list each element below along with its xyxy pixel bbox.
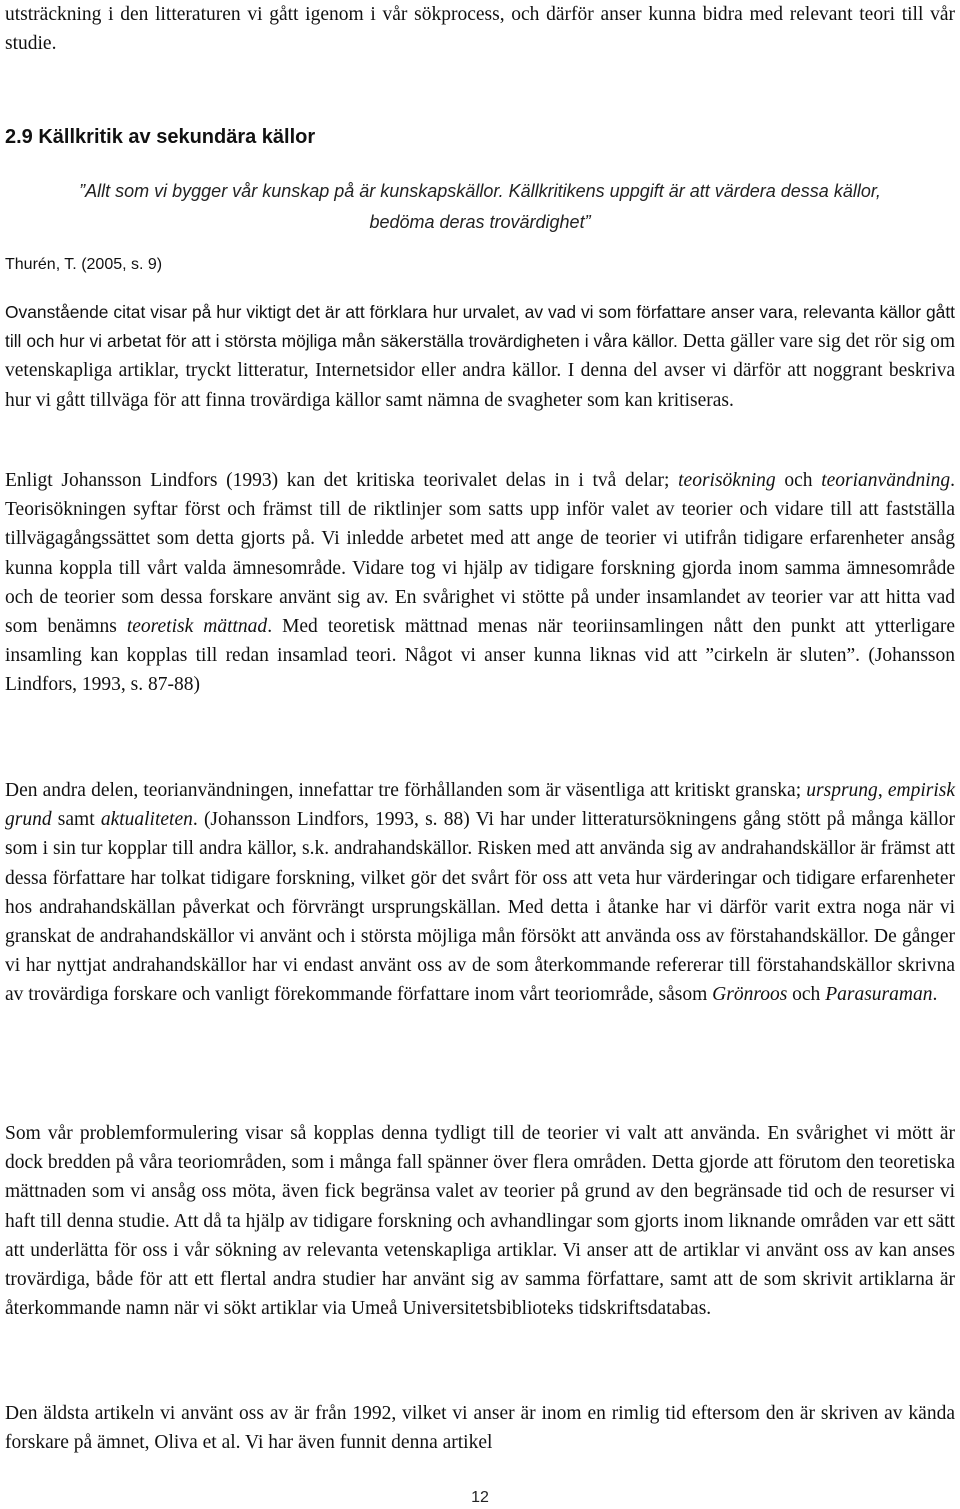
term-teoretisk-mattnad: teoretisk mättnad — [126, 616, 268, 638]
paragraph-4 — [5, 1119, 955, 1323]
intro-paragraph — [5, 0, 955, 58]
paragraph-3-text-c: samt — [51, 809, 101, 831]
paragraph-3-text-b: , — [877, 780, 888, 801]
paragraph-3 — [5, 776, 955, 1010]
paragraph-1 — [5, 298, 955, 415]
paragraph-2-text-d: . Med teoretisk mättnad menas när teoriinsamlingen nått den punkt att ytterligare insamling kan kopplas till redan insamlad teori. Något vi anser kunna liknas vid att ”cirkeln är sluten”. (Johansson Lindfors, 1993, s. 87-88) — [5, 616, 955, 696]
paragraph-4-text: Som vår problemformulering visar så kopplas denna tydligt till de teorier vi valt att använda. En svårighet vi mött är dock bredden på våra teoriområden, som i många fall spänner över flera områden. Detta gjorde att förutom den teoretiska mättnaden som vi ansåg oss möta, även fick begränsa valet av teorier på grund av den begränsade tid och de resurser vi haft till denna studie. Att då ta hjälp av tidigare forskning och avhandlingar som gjorts inom liknande områden var ett sätt att underlätta för oss i vår sökning av relevanta vetenskapliga artiklar. Vi anser att de artiklar vi använt oss av kan anses trovärdiga, både för att ett flertal andra studier har använt sig av samma författare, samt att de som skrivit artiklarna är återkommande namn när vi sökt artiklar via Umeå Universitetsbiblioteks tidskriftsdatabas. — [5, 1123, 955, 1320]
term-gronroos: Grönroos — [712, 984, 788, 1006]
paragraph-5 — [5, 1399, 955, 1457]
section-heading: 2.9 Källkritik av sekundära källor — [5, 126, 316, 148]
term-aktualiteten: aktualiteten — [100, 809, 193, 831]
term-empirisk-grund: empirisk grund — [5, 780, 956, 831]
page-number: 12 — [471, 1489, 489, 1506]
paragraph-3-text-d: . (Johansson Lindfors, 1993, s. 88) Vi har under litteratursökningens gång stött på många källor som i sin tur kopplar till andra källor, s.k. andrahandskällor. Risken med att använda sig av andrahandskällor är främst att dessa författare har tolkat tidigare forskning, vilket gör det svårt för oss att veta hur värderingar och tidigare erfarenheter hos andrahandskällan påverkat och förvrängt ursprungskällan. Med detta i åtanke har vi därför varit extra noga när vi granskat de andrahandskällor vi använt och i största möjliga mån försökt att använda oss av förstahandskällor. De gånger vi har nyttjat andrahandskällor har vi endast använt oss av de som återkommande refererar till förstahandskällor skrivna av trovärdiga forskare och vanligt förekommande författare inom vårt teoriområde, såsom — [5, 809, 955, 1006]
term-ursprung: ursprung — [806, 780, 878, 801]
paragraph-2-text-c: . Teorisökningen syftar först och främst till de riktlinjer som satts upp inför valet av teorier och vidare till att fastställa tillvägagångssättet som detta gjorts på. Vi inledde arbetet med att ange de teorier vi utifrån tidigare erfarenheter ansåg kunna koppla till vårt valda ämnesområde. Vidare tog vi hjälp av tidigare forskning gjorda inom samma ämnesområde och de teorier som dessa forskare använt sig av. En svårighet vi stötte på under insamlandet av teorier var att hitta vad som benämns — [5, 470, 955, 638]
quote-citation: Thurén, T. (2005, s. 9) — [5, 256, 163, 273]
paragraph-5-text: Den äldsta artikeln vi använt oss av är från 1992, vilket vi anser är inom en rimlig tid eftersom den är skriven av kända forskare på ämnet, Oliva et al. Vi har även funnit denna artikel — [5, 1403, 955, 1454]
term-teorisokning: teorisökning — [678, 470, 776, 491]
block-quote: ”Allt som vi bygger vår kunskap på är kunskapskällor. Källkritikens uppgift är att värdera dessa källor, bedöma deras trovärdighet” — [79, 181, 881, 232]
paragraph-3-text-f: . — [932, 984, 938, 1006]
term-teorianvandning: teorianvändning — [821, 470, 951, 491]
paragraph-1-text: Ovanstående citat visar på hur viktigt det är att förklara hur urvalet, av vad vi som författare anser vara, relevanta källor gått till och hur vi arbetat för att i största möjliga mån säkerställa trovärdigheten i våra källor. — [5, 302, 955, 352]
paragraph-2-text-b: och — [775, 470, 822, 491]
paragraph-3-text-a: Den andra delen, teorianvändningen, innefattar tre förhållanden som är väsentliga att kritiskt granska; — [5, 780, 807, 801]
paragraph-2-text-a: Enligt Johansson Lindfors (1993) kan det kritiska teorivalet delas in i två delar; — [5, 470, 679, 491]
paragraph-1-text-cont: Detta gäller vare sig det rör sig om vetenskapliga artiklar, tryckt litteratur, Internetsidor eller andra källor. I denna del avser vi därför att noggrant beskriva hur vi gått tillväga för att finna trovärdiga källor samt nämna de svagheter som kan kritiseras. — [5, 331, 955, 411]
paragraph-2 — [5, 466, 955, 700]
intro-text: utsträckning i den litteraturen vi gått igenom i vår sökprocess, och därför anser kunna bidra med relevant teori till vår studie. — [5, 4, 955, 55]
paragraph-3-text-e: och — [787, 984, 826, 1006]
term-parasuraman: Parasuraman — [825, 984, 933, 1006]
